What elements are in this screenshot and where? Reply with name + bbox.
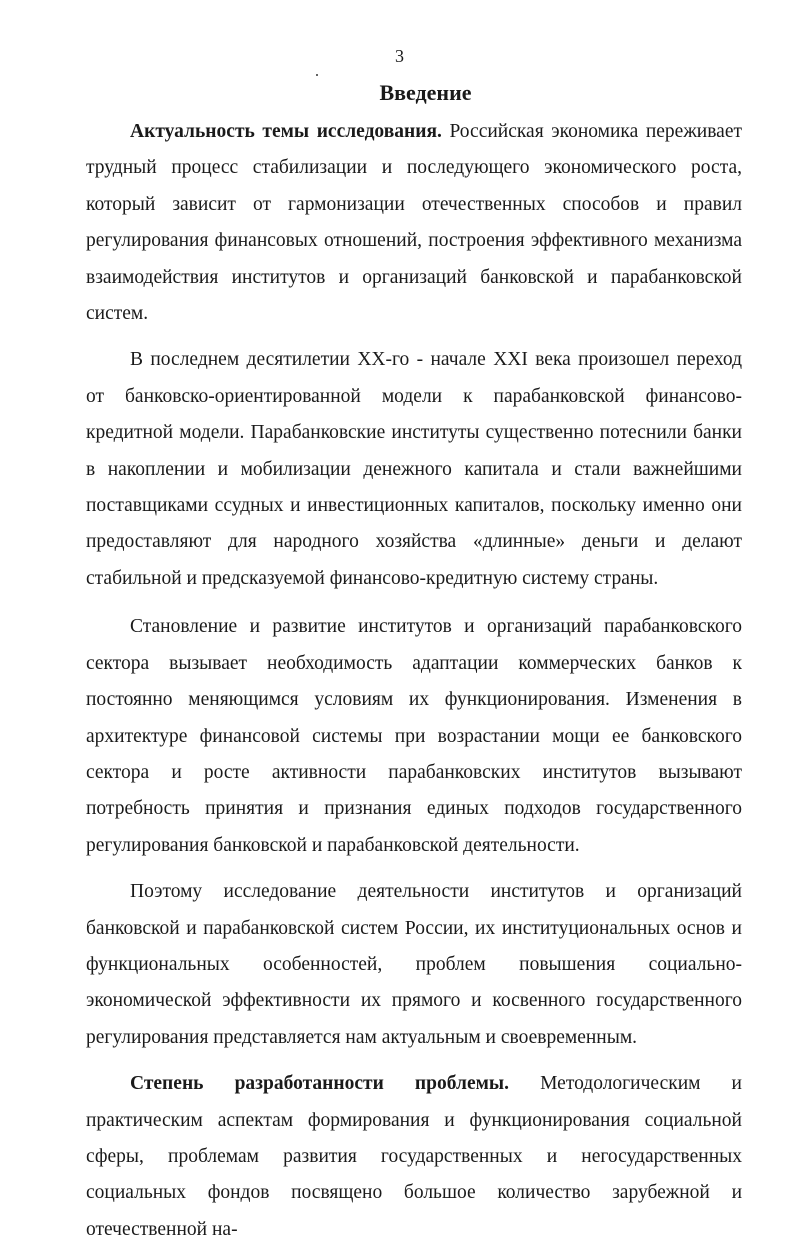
paragraph-lead: Актуальность темы исследования. bbox=[130, 121, 442, 142]
paragraph-text: Становление и развитие институтов и организаций парабанковского сектора вызывает необходимость адаптации коммерческих банков к постоянно меняющимся условиям их функционирования. Изменения в архитектуре финансовой системы при возрастании мощи ее банковского сектора и росте активности парабанковских институтов вызывают потребность принятия и признания единых подходов государственного регулирования банковской и парабанковской деятельности. bbox=[86, 616, 742, 856]
paragraph-text: Поэтому исследование деятельности институтов и организаций банковской и парабанковской систем России, их институциональных основ и функциональных особенностей, проблем повышения социально-экономической эффективности их прямого и косвенного государственного регулирования представляется нам актуальным и своевременным. bbox=[86, 881, 742, 1048]
paragraph-relevance bbox=[86, 114, 742, 332]
paragraph-research-motivation bbox=[86, 874, 742, 1056]
paragraph-text: Российская экономика переживает трудный процесс стабилизации и последующего экономического роста, который зависит от гармонизации отечественных способов и правил регулирования финансовых отношений, построения эффективного механизма взаимодействия институтов и организаций банковской и парабанковской систем. bbox=[86, 121, 743, 325]
paragraph-text: В последнем десятилетии XX-го - начале XXI века произошел переход от банковско-ориентированной модели к парабанковской финансово-кредитной модели. Парабанковские институты существенно потеснили банки в накоплении и мобилизации денежного капитала и стали важнейшими поставщиками ссудных и инвестиционных капиталов, поскольку именно они предоставляют для народного хозяйства «длинные» деньги и делают стабильной и предсказуемой финансово-кредитную систему страны. bbox=[86, 349, 742, 589]
page-number: 3 bbox=[395, 46, 404, 66]
scan-speck bbox=[316, 74, 318, 76]
page-title: Введение bbox=[379, 80, 472, 105]
paragraph-sector-development bbox=[86, 609, 742, 864]
paragraph-transition bbox=[86, 342, 742, 597]
paragraph-text: Методологическим и практическим аспектам формирования и функционирования социальной сферы, проблемам развития государственных и негосударственных социальных фондов посвящено большое количество зарубежной и отечественной на- bbox=[86, 1073, 742, 1240]
document-body bbox=[86, 114, 742, 1258]
paragraph-degree-of-study bbox=[86, 1066, 742, 1248]
paragraph-lead: Степень разработанности проблемы. bbox=[130, 1073, 510, 1095]
